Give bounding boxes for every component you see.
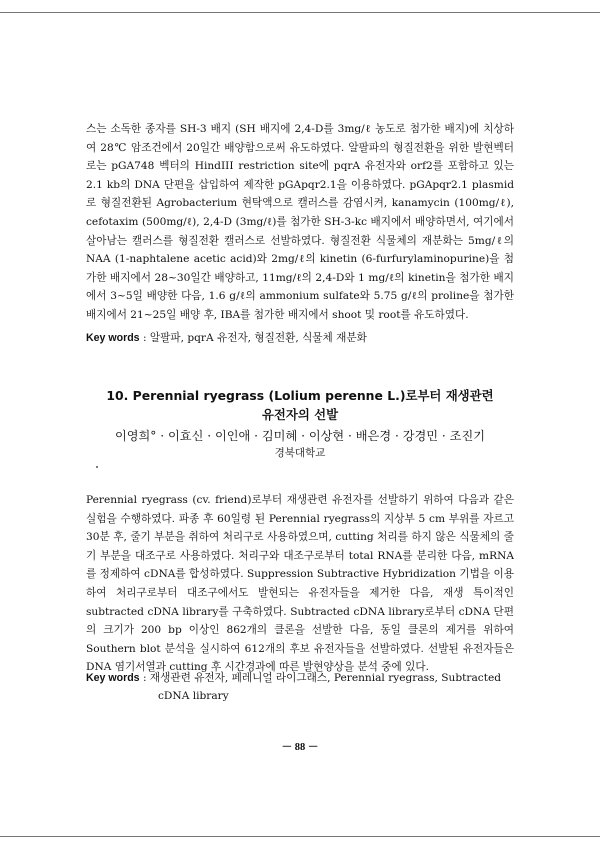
- bottom-rule: [0, 836, 600, 837]
- top-rule: [0, 12, 600, 13]
- keywords-label-1: Key words: [86, 332, 140, 344]
- keywords-text-2b: cDNA library: [158, 690, 229, 702]
- section-title-line-1: 10. Perennial ryegrass (Lolium perenne L.)로부터 재생관련: [106, 388, 494, 403]
- keywords-2: Key words : 재생관련 유전자, 페레니얼 라이그래스, Perennial ryegrass, Subtracted cDNA library: [86, 669, 526, 705]
- keywords-label-2: Key words: [86, 672, 140, 684]
- keywords-text-2a: 재생관련 유전자, 페레니얼 라이그래스, Perennial ryegrass, Subtracted: [149, 672, 502, 684]
- abstract-paragraph-1: 스는 소독한 종자를 SH-3 배지 (SH 배지에 2,4-D를 3mg/ℓ 농도로 첨가한 배지)에 치상하여 28℃ 암조건에서 20일간 배양함으로써 유도하였다. 알팔파의 형질전환을 위한 발현벡터로는 pGA748 벡터의 HindIII restriction site에 pqrA 유전자와 orf2를 포함하고 있는 2.1 kb의 DNA 단편을 삽입하여 제작한 pGApqr2.1을 이용하였다. pGApqr2.1 plasmid로 형질전환된 Agrobacterium 현탁액으로 캘러스를 감염시켜, kanamycin (100mg/ℓ), cefotaxim (500mg/ℓ), 2,4-D (3mg/ℓ)를 첨가한 SH-3-kc 배지에서 배양하면서, 여기에서 살아남는 캘러스를 형질전환 캘러스로 선발하였다. 형질전환 식물체의 재분화는 5mg/ℓ의 NAA (1-naphtalene acetic acid)와 2mg/ℓ의 kinetin (6-furfurylaminopurine)을 첨가한 배지에서 28~30일간 배양하고, 11mg/ℓ의 2,4-D와 1 mg/ℓ의 kinetin을 첨가한 배지에서 3~5일 배양한 다음, 1.6 g/ℓ의 ammonium sulfate와 5.75 g/ℓ의 proline을 첨가한 배지에서 21~25일 배양 후, IBA를 첨가한 배지에서 shoot 및 root를 유도하였다.: [86, 123, 514, 321]
- stray-mark: [96, 466, 98, 468]
- author-list: 이영희° · 이효신 · 이인애 · 김미혜 · 이상현 · 배은경 · 강경민 · 조진기: [114, 429, 485, 443]
- page-number: － 88 －: [281, 742, 319, 753]
- abstract-paragraph-2: Perennial ryegrass (cv. friend)로부터 재생관련 유전자를 선발하기 위하여 다음과 같은 실험을 수행하였다. 파종 후 60일령 된 Perennial ryegrass의 지상부 5 cm 부위를 자르고 30분 후, 줄기 부분을 취하여 처리구로 사용하였으며, cutting 처리를 하지 않은 식물체의 줄기 부분을 대조구로 사용하였다. 처리구와 대조구로부터 total RNA를 분리한 다음, mRNA를 정제하여 cDNA를 합성하였다. Suppression Subtractive Hybridization 기법을 이용하여 처리구로부터 대조구에서도 발현되는 유전자들을 제거한 다음, 재생 특이적인 subtracted cDNA library를 구축하였다. Subtracted cDNA library로부터 cDNA 단편의 크기가 200 bp 이상인 862개의 클론을 선발한 다음, 동일 클론의 제거를 위하여 Southern blot 분석을 실시하여 612개의 후보 유전자들을 선발하였다. 선발된 유전자들은 DNA 염기서열과 cutting 후 시간경과에 따른 발현양상을 분석 중에 있다.: [86, 494, 514, 674]
- keywords-1: Key words : 알팔파, pqrA 유전자, 형질전환, 식물체 재분화: [86, 332, 367, 344]
- affiliation: 경북대학교: [274, 447, 326, 459]
- keywords-text-1: 알팔파, pqrA 유전자, 형질전환, 식물체 재분화: [149, 332, 367, 344]
- section-title-line-2: 유전자의 선발: [261, 407, 339, 422]
